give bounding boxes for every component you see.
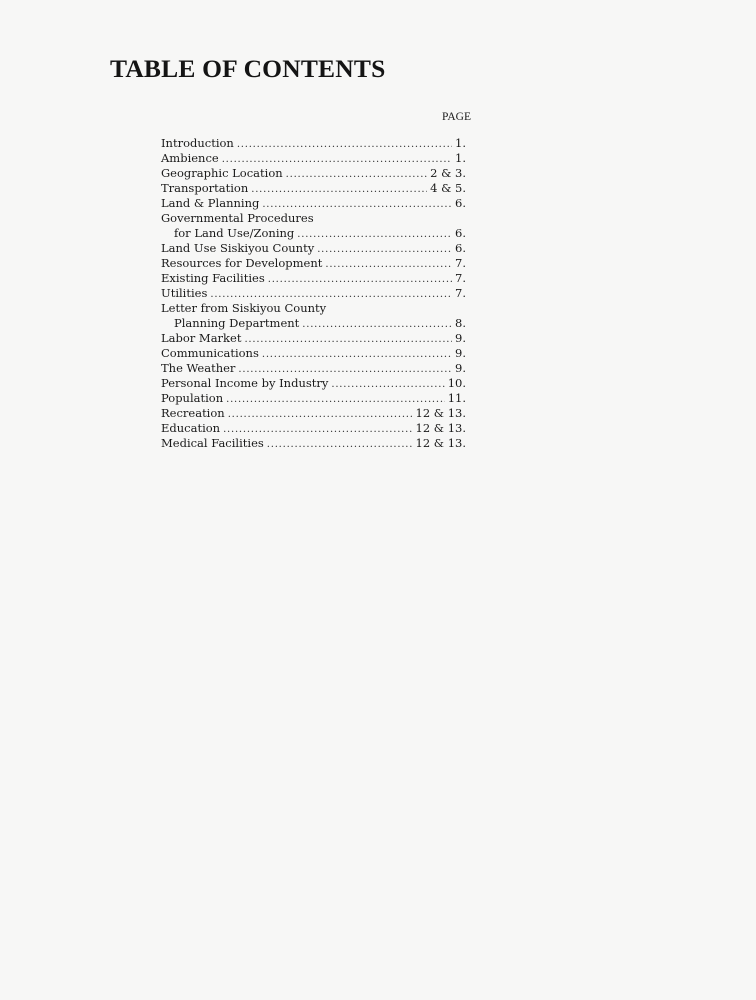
toc-entry-governmental-procedures-cont[interactable] (161, 226, 466, 241)
toc-entry-communications[interactable] (161, 346, 466, 361)
toc-entry-page: 12 & 13. (415, 421, 466, 435)
dot-leader (325, 257, 452, 272)
toc-entry-label: Transportation (161, 181, 249, 195)
toc-entry-page: 7. (455, 271, 466, 285)
toc-entry-page: 10. (447, 376, 466, 390)
toc-entry-page: 6. (455, 241, 466, 255)
toc-entry-label: Personal Income by Industry (161, 376, 329, 390)
table-of-contents (161, 136, 466, 451)
dot-leader (286, 167, 427, 182)
toc-entry-labor-market[interactable] (161, 331, 466, 346)
toc-entry-label-cont: for Land Use/Zoning (174, 226, 295, 240)
toc-entry-page: 1. (455, 136, 466, 150)
toc-entry-governmental-procedures[interactable] (161, 211, 466, 226)
toc-entry-label: The Weather (161, 361, 236, 375)
page-column-header: PAGE (442, 111, 471, 123)
toc-entry-page: 4 & 5. (430, 181, 466, 195)
toc-entry-page: 1. (455, 151, 466, 165)
toc-entry-page: 9. (455, 361, 466, 375)
toc-entry-page: 8. (455, 316, 466, 330)
toc-entry-utilities[interactable] (161, 286, 466, 301)
dot-leader (268, 272, 452, 287)
toc-entry-label: Medical Facilities (161, 436, 264, 450)
dot-leader (226, 392, 445, 407)
toc-entry-page: 9. (455, 346, 466, 360)
toc-entry-label: Introduction (161, 136, 234, 150)
dot-leader (244, 332, 452, 347)
dot-leader (251, 182, 427, 197)
toc-entry-transportation[interactable] (161, 181, 466, 196)
toc-entry-label: Population (161, 391, 224, 405)
toc-entry-land-use-siskiyou-county[interactable] (161, 241, 466, 256)
toc-entry-ambience[interactable] (161, 151, 466, 166)
toc-entry-label: Recreation (161, 406, 225, 420)
dot-leader (267, 437, 413, 452)
toc-entry-page: 6. (455, 196, 466, 210)
toc-entry-medical-facilities[interactable] (161, 436, 466, 451)
toc-entry-existing-facilities[interactable] (161, 271, 466, 286)
dot-leader (210, 287, 452, 302)
toc-entry-recreation[interactable] (161, 406, 466, 421)
toc-entry-land-planning[interactable] (161, 196, 466, 211)
toc-entry-population[interactable] (161, 391, 466, 406)
toc-entry-personal-income-by-industry[interactable] (161, 376, 466, 391)
toc-entry-label-cont: Planning Department (174, 316, 300, 330)
dot-leader (262, 347, 452, 362)
dot-leader (302, 317, 452, 332)
toc-entry-the-weather[interactable] (161, 361, 466, 376)
toc-entry-page: 12 & 13. (415, 436, 466, 450)
dot-leader (297, 227, 452, 242)
toc-entry-letter-from-siskiyou-county[interactable] (161, 301, 466, 316)
dot-leader (331, 377, 444, 392)
toc-entry-label: Letter from Siskiyou County (161, 301, 327, 315)
dot-leader (238, 362, 452, 377)
toc-entry-label: Labor Market (161, 331, 242, 345)
toc-entry-page: 11. (447, 391, 466, 405)
dot-leader (317, 242, 452, 257)
toc-entry-page: 7. (455, 286, 466, 300)
toc-entry-label: Utilities (161, 286, 208, 300)
toc-entry-page: 12 & 13. (415, 406, 466, 420)
page-title: TABLE OF CONTENTS (110, 54, 386, 83)
toc-entry-introduction[interactable] (161, 136, 466, 151)
toc-entry-education[interactable] (161, 421, 466, 436)
toc-entry-geographic-location[interactable] (161, 166, 466, 181)
toc-entry-page: 9. (455, 331, 466, 345)
toc-entry-label: Resources for Development (161, 256, 323, 270)
toc-entry-label: Land Use Siskiyou County (161, 241, 315, 255)
toc-entry-page: 2 & 3. (430, 166, 466, 180)
toc-entry-letter-from-siskiyou-county-cont[interactable] (161, 316, 466, 331)
toc-entry-label: Education (161, 421, 221, 435)
dot-leader (228, 407, 413, 422)
toc-entry-page: 6. (455, 226, 466, 240)
dot-leader (237, 137, 452, 152)
toc-entry-label: Geographic Location (161, 166, 283, 180)
toc-entry-label: Existing Facilities (161, 271, 265, 285)
dot-leader (223, 422, 412, 437)
dot-leader (262, 197, 452, 212)
toc-entry-resources-for-development[interactable] (161, 256, 466, 271)
toc-entry-label: Governmental Procedures (161, 211, 314, 225)
toc-entry-label: Ambience (161, 151, 219, 165)
toc-entry-label: Land & Planning (161, 196, 260, 210)
toc-entry-page: 7. (455, 256, 466, 270)
dot-leader (222, 152, 452, 167)
toc-entry-label: Communications (161, 346, 259, 360)
